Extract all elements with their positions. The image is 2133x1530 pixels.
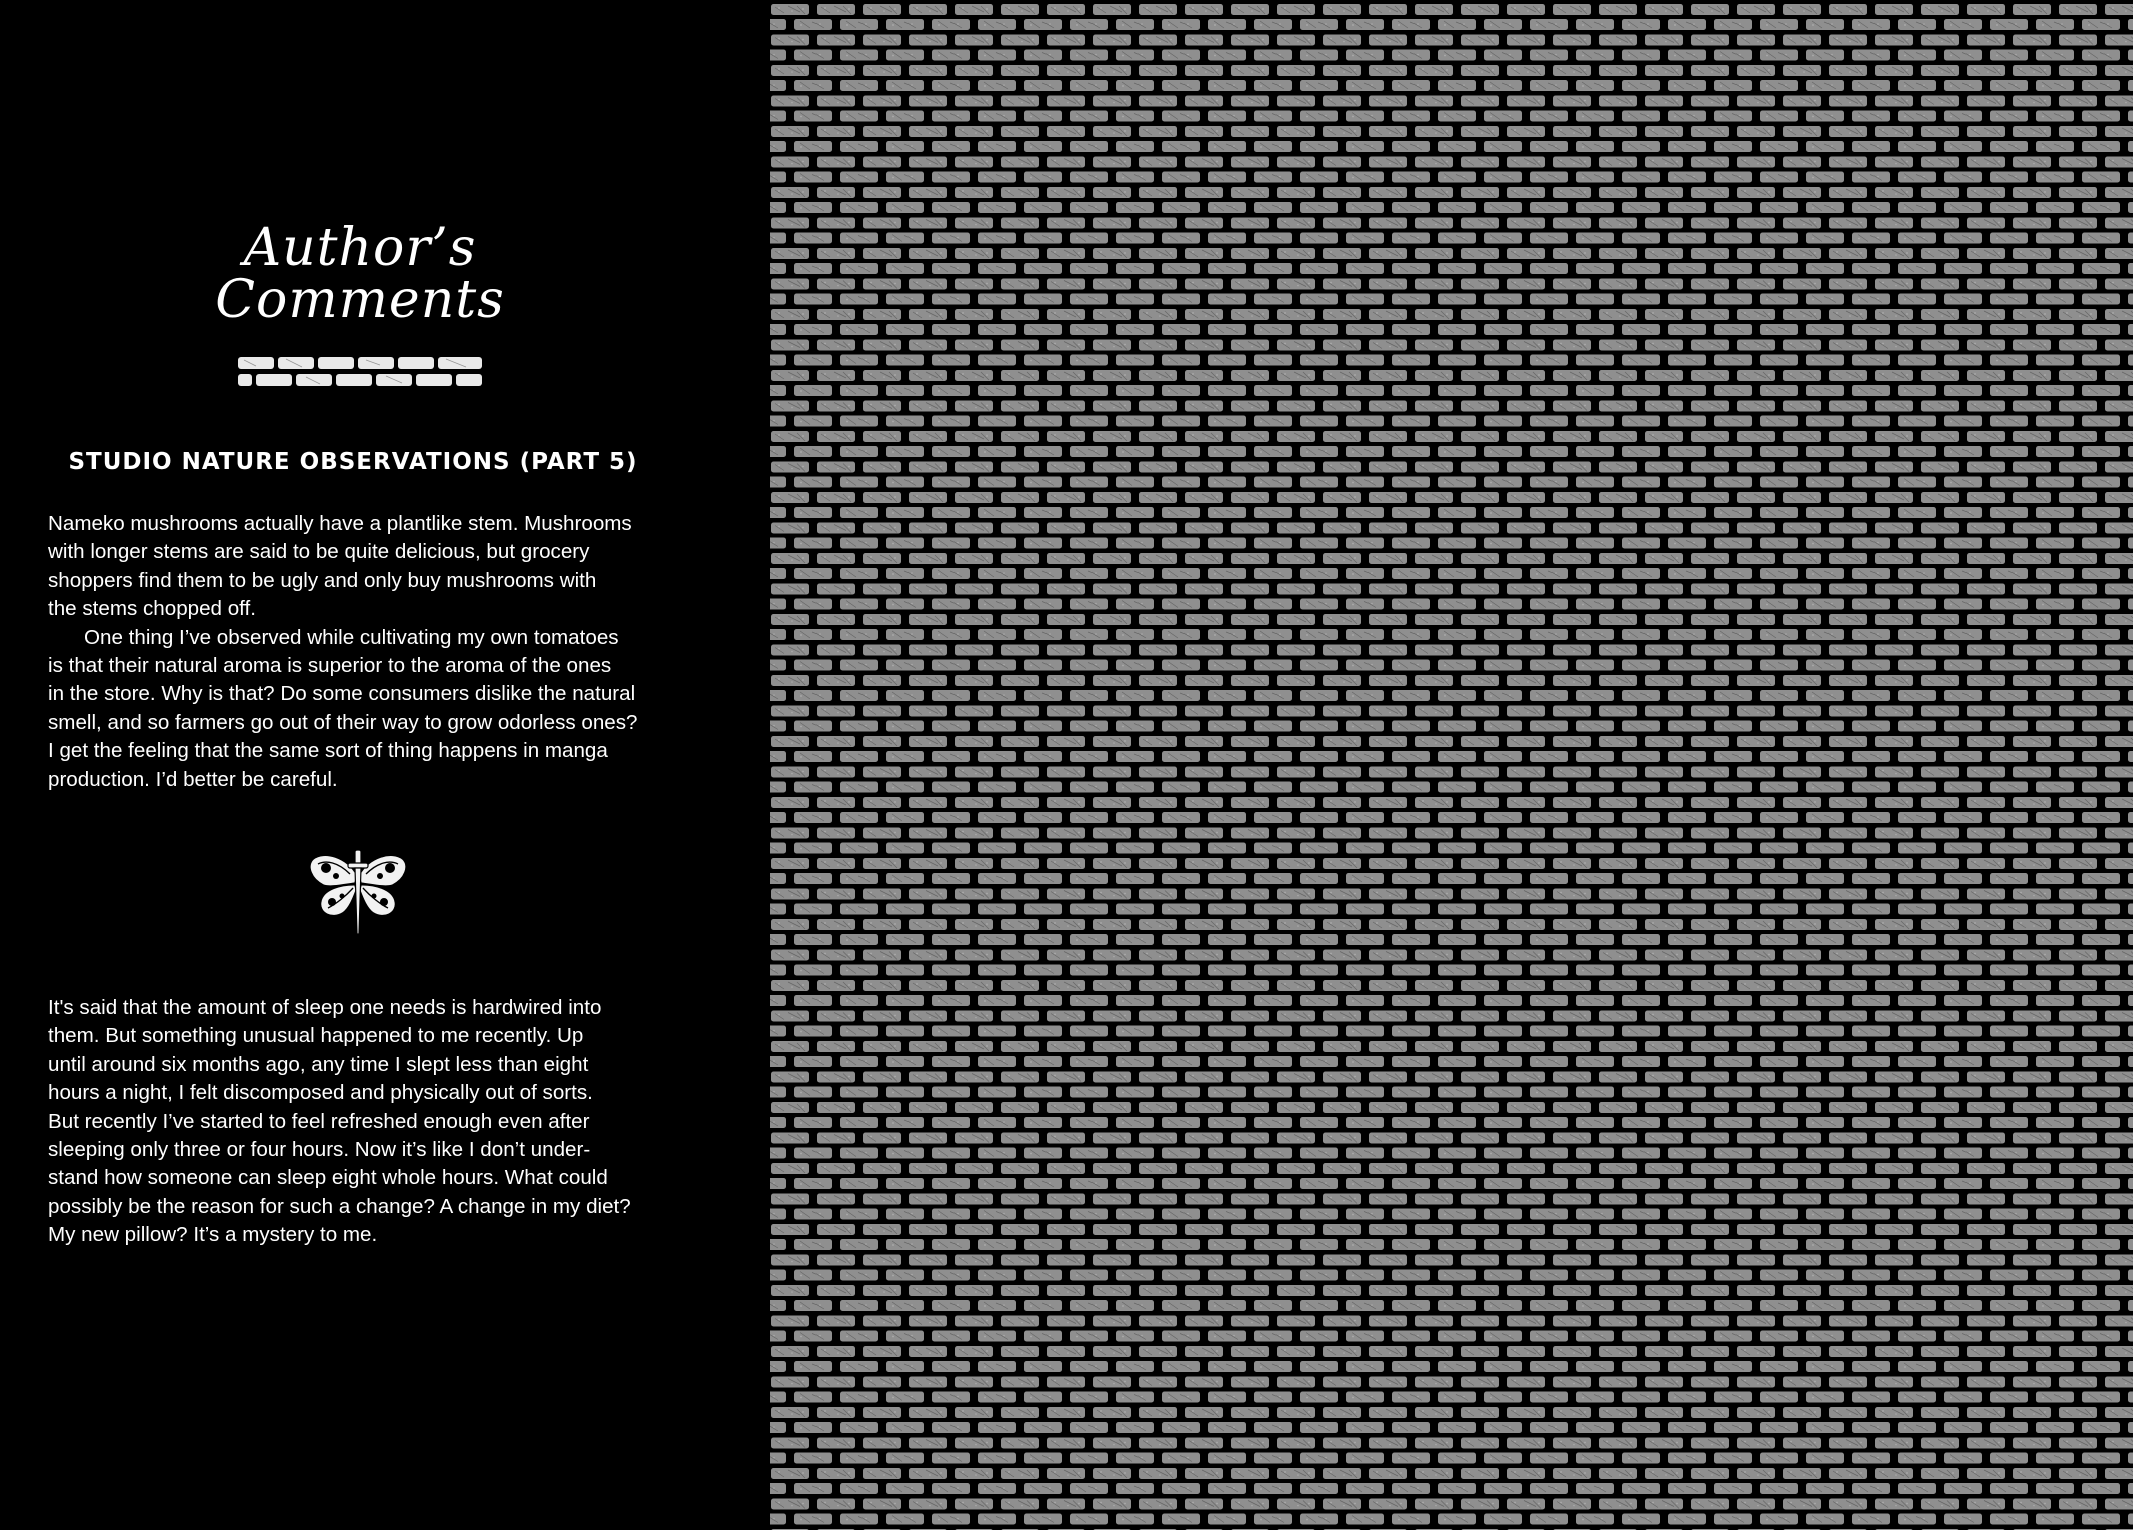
text-line: My new pillow? It’s a mystery to me. (48, 1223, 378, 1247)
text-line: with longer stems are said to be quite delicious, but grocery (48, 540, 590, 564)
brick-ornament-icon (236, 355, 484, 389)
heading-line-1: Author’s (243, 218, 477, 278)
text-line: I get the feeling that the same sort of thing happens in manga (48, 739, 608, 763)
brick-wall-icon (770, 0, 2133, 1530)
text-line: is that their natural aroma is superior to the aroma of the ones (48, 654, 612, 678)
text-line: But recently I’ve started to feel refreshed enough even after (48, 1109, 590, 1133)
section-title: STUDIO NATURE OBSERVATIONS (PART 5) (68, 449, 638, 475)
text-line: One thing I’ve observed while cultivating my own tomatoes (84, 625, 619, 649)
page-heading (0, 218, 720, 330)
paragraph-mushrooms (48, 510, 688, 794)
text-line: until around six months ago, any time I slept less than eight (48, 1052, 589, 1076)
text-line: Nameko mushrooms actually have a plantlike stem. Mushrooms (48, 512, 632, 535)
text-line: hours a night, I felt discomposed and physically out of sorts. (48, 1081, 593, 1105)
left-page (0, 0, 770, 1530)
paragraph-sleep (48, 994, 688, 1250)
heading-line-2: Comments (215, 270, 505, 330)
text-line: smell, and so farmers go out of their way to grow odorless ones? (48, 710, 638, 734)
text-line: shoppers find them to be ugly and only buy mushrooms with (48, 568, 597, 592)
text-line: possibly be the reason for such a change? A change in my diet? (48, 1194, 631, 1218)
text-line: the stems chopped off. (48, 597, 256, 621)
butterfly-dagger-icon (306, 848, 410, 938)
text-line: stand how someone can sleep eight whole hours. What could (48, 1166, 608, 1190)
brick-wall-pattern (770, 0, 2133, 1530)
text-line: It's said that the amount of sleep one needs is hardwired into (48, 996, 602, 1019)
text-line: sleeping only three or four hours. Now it’s like I don’t under- (48, 1138, 591, 1162)
text-line: production. I’d better be careful. (48, 767, 338, 791)
text-line: in the store. Why is that? Do some consumers dislike the natural (48, 682, 636, 706)
text-line: them. But something unusual happened to me recently. Up (48, 1024, 584, 1048)
